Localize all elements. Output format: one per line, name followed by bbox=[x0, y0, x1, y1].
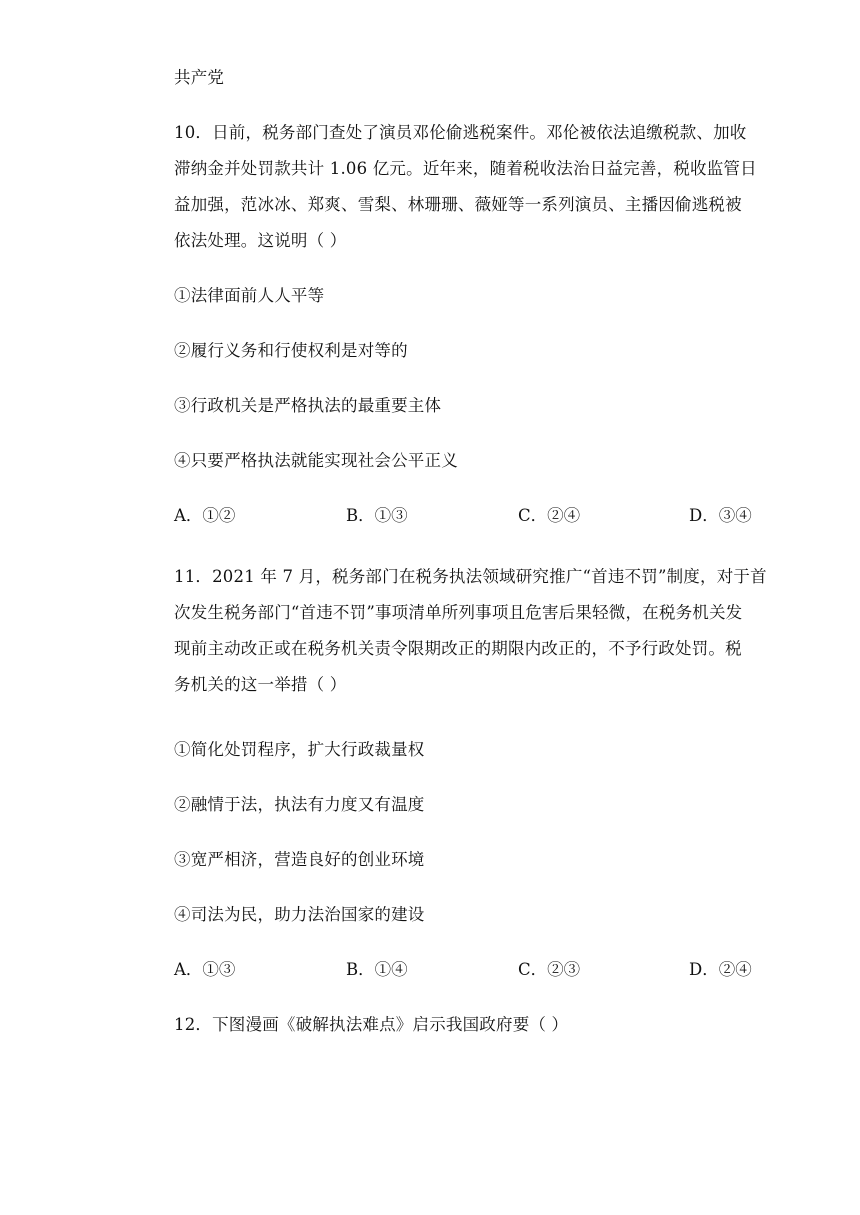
statement-item: ③宽严相济，营造良好的创业环境 bbox=[174, 850, 425, 869]
question-stem-line: 依法处理。这说明（ ） bbox=[174, 231, 347, 250]
option-b: B．①④ bbox=[346, 960, 408, 979]
question-stem-line: 益加强，范冰冰、郑爽、雪梨、林珊珊、薇娅等一系列演员、主播因偷逃税被 bbox=[174, 195, 742, 214]
carryover-text: 共产党 bbox=[174, 68, 225, 87]
question-stem-line: 务机关的这一举措（ ） bbox=[174, 675, 347, 694]
option-c: C．②③ bbox=[518, 960, 581, 979]
option-a: A．①② bbox=[174, 506, 236, 525]
answer-options bbox=[174, 504, 774, 528]
question-stem-line: 11．2021 年 7 月，税务部门在税务执法领域研究推广“首违不罚”制度，对于首 bbox=[174, 567, 767, 586]
question-stem-line: 次发生税务部门“首违不罚”事项清单所列事项且危害后果轻微，在税务机关发 bbox=[174, 603, 743, 622]
question-stem-line: 滞纳金并处罚款共计 1.06 亿元。近年来，随着税收法治日益完善，税收监管日 bbox=[174, 159, 757, 178]
option-b: B．①③ bbox=[346, 506, 408, 525]
statement-item: ①简化处罚程序，扩大行政裁量权 bbox=[174, 740, 425, 759]
question-stem-line: 现前主动改正或在税务机关责令限期改正的期限内改正的，不予行政处罚。税 bbox=[174, 639, 742, 658]
statement-item: ④司法为民，助力法治国家的建设 bbox=[174, 905, 425, 924]
question-stem-line: 12．下图漫画《破解执法难点》启示我国政府要（ ） bbox=[174, 1015, 569, 1034]
statement-item: ①法律面前人人平等 bbox=[174, 286, 325, 305]
question-stem-line: 10．日前，税务部门查处了演员邓伦偷逃税案件。邓伦被依法追缴税款、加收 bbox=[174, 123, 747, 142]
statement-item: ④只要严格执法就能实现社会公平正义 bbox=[174, 451, 458, 470]
option-a: A．①③ bbox=[174, 960, 236, 979]
option-d: D．②④ bbox=[689, 960, 752, 979]
statement-item: ②融情于法，执法有力度又有温度 bbox=[174, 795, 425, 814]
option-d: D．③④ bbox=[689, 506, 752, 525]
statement-item: ③行政机关是严格执法的最重要主体 bbox=[174, 396, 442, 415]
answer-options bbox=[174, 958, 774, 982]
option-c: C．②④ bbox=[518, 506, 581, 525]
statement-item: ②履行义务和行使权利是对等的 bbox=[174, 341, 408, 360]
